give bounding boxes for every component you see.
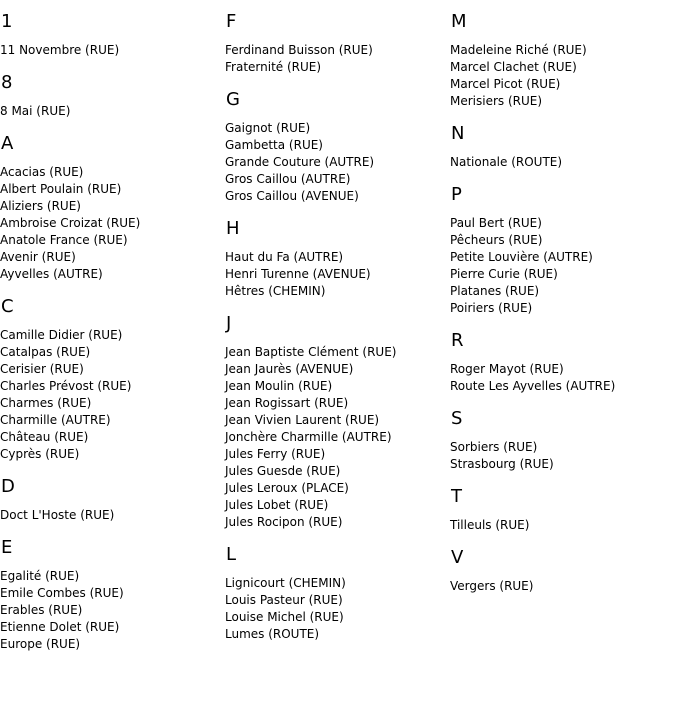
street-link[interactable]: Poiriers (RUE) <box>450 301 533 315</box>
section-letter-heading: 1 <box>1 11 13 32</box>
section-letter-heading: A <box>1 133 14 154</box>
section-letter-heading: R <box>451 330 464 351</box>
letter-section <box>0 297 225 463</box>
street-link[interactable]: Ayvelles (AUTRE) <box>0 267 103 281</box>
street-link[interactable]: Jonchère Charmille (AUTRE) <box>225 430 392 444</box>
street-link[interactable]: Camille Didier (RUE) <box>0 328 123 342</box>
street-link[interactable]: Jules Guesde (RUE) <box>225 464 341 478</box>
street-link[interactable]: Marcel Clachet (RUE) <box>450 60 577 74</box>
street-link[interactable]: Strasbourg (RUE) <box>450 457 554 471</box>
street-link[interactable]: 8 Mai (RUE) <box>0 104 71 118</box>
street-link[interactable]: Hêtres (CHEMIN) <box>225 284 326 298</box>
street-list <box>450 578 675 595</box>
street-link[interactable]: Paul Bert (RUE) <box>450 216 542 230</box>
street-list <box>0 507 225 524</box>
street-link[interactable]: Jules Ferry (RUE) <box>225 447 326 461</box>
street-list <box>0 103 225 120</box>
street-link[interactable]: Henri Turenne (AVENUE) <box>225 267 371 281</box>
street-link[interactable]: Charmille (AUTRE) <box>0 413 111 427</box>
section-letter-heading: D <box>1 476 15 497</box>
street-link[interactable]: Jean Vivien Laurent (RUE) <box>225 413 380 427</box>
street-link[interactable]: Anatole France (RUE) <box>0 233 128 247</box>
street-link[interactable]: Cerisier (RUE) <box>0 362 84 376</box>
street-link[interactable]: Cyprès (RUE) <box>0 447 80 461</box>
letter-section <box>450 12 675 110</box>
letter-section <box>450 331 675 395</box>
street-link[interactable]: Marcel Picot (RUE) <box>450 77 561 91</box>
street-link[interactable]: Grande Couture (AUTRE) <box>225 155 375 169</box>
section-letter-heading: T <box>451 486 462 507</box>
street-link[interactable]: Platanes (RUE) <box>450 284 540 298</box>
letter-section <box>225 314 450 531</box>
street-index-column-2 <box>225 0 450 657</box>
street-link[interactable]: Château (RUE) <box>0 430 89 444</box>
section-letter-heading: N <box>451 123 465 144</box>
letter-section <box>450 185 675 317</box>
section-letter-heading: H <box>226 218 240 239</box>
street-link[interactable]: Albert Poulain (RUE) <box>0 182 122 196</box>
street-link[interactable]: Catalpas (RUE) <box>0 345 91 359</box>
letter-section <box>0 538 225 653</box>
section-letter-heading: J <box>226 313 232 334</box>
letter-section <box>225 90 450 205</box>
street-link[interactable]: Lumes (ROUTE) <box>225 627 320 641</box>
letter-section <box>0 12 225 59</box>
section-letter-heading: G <box>226 89 240 110</box>
street-link[interactable]: Acacias (RUE) <box>0 165 84 179</box>
street-link[interactable]: Jules Lobet (RUE) <box>225 498 329 512</box>
section-letter-heading: M <box>451 11 467 32</box>
letter-section <box>450 548 675 595</box>
letter-section <box>225 545 450 643</box>
letter-section <box>0 73 225 120</box>
section-letter-heading: 8 <box>1 72 13 93</box>
street-link[interactable]: Louis Pasteur (RUE) <box>225 593 343 607</box>
letter-section <box>450 409 675 473</box>
street-link[interactable]: Tilleuls (RUE) <box>450 518 530 532</box>
letter-section <box>0 477 225 524</box>
street-link[interactable]: Pierre Curie (RUE) <box>450 267 558 281</box>
section-letter-heading: P <box>451 184 462 205</box>
street-link[interactable]: Etienne Dolet (RUE) <box>0 620 120 634</box>
street-list <box>225 42 450 76</box>
street-list <box>0 42 225 59</box>
street-link[interactable]: Jean Rogissart (RUE) <box>225 396 349 410</box>
street-link[interactable]: Erables (RUE) <box>0 603 83 617</box>
street-link[interactable]: Jean Moulin (RUE) <box>225 379 333 393</box>
street-link[interactable]: Ambroise Croizat (RUE) <box>0 216 141 230</box>
street-link[interactable]: Petite Louvière (AUTRE) <box>450 250 593 264</box>
section-letter-heading: C <box>1 296 14 317</box>
street-list <box>450 42 675 110</box>
street-list <box>225 120 450 205</box>
street-list <box>225 249 450 300</box>
street-list <box>450 517 675 534</box>
section-letter-heading: V <box>451 547 464 568</box>
street-list <box>0 568 225 653</box>
street-link[interactable]: Jean Baptiste Clément (RUE) <box>225 345 397 359</box>
street-list <box>0 327 225 463</box>
street-link[interactable]: Merisiers (RUE) <box>450 94 543 108</box>
street-list <box>0 164 225 283</box>
street-link[interactable]: 11 Novembre (RUE) <box>0 43 120 57</box>
street-list <box>225 575 450 643</box>
street-link[interactable]: Ferdinand Buisson (RUE) <box>225 43 373 57</box>
street-link[interactable]: Aliziers (RUE) <box>0 199 81 213</box>
street-link[interactable]: Fraternité (RUE) <box>225 60 322 74</box>
street-link[interactable]: Jules Leroux (PLACE) <box>225 481 349 495</box>
section-letter-heading: F <box>226 11 237 32</box>
street-link[interactable]: Pêcheurs (RUE) <box>450 233 543 247</box>
street-link[interactable]: Nationale (ROUTE) <box>450 155 563 169</box>
letter-section <box>225 219 450 300</box>
street-list <box>450 361 675 395</box>
letter-section <box>0 134 225 283</box>
street-link[interactable]: Route Les Ayvelles (AUTRE) <box>450 379 616 393</box>
street-list <box>450 215 675 317</box>
street-list <box>450 439 675 473</box>
street-link[interactable]: Gros Caillou (AUTRE) <box>225 172 351 186</box>
street-link[interactable]: Doct L'Hoste (RUE) <box>0 508 115 522</box>
street-list <box>450 154 675 171</box>
street-index-column-1 <box>0 0 225 667</box>
letter-section <box>450 487 675 534</box>
letter-section <box>450 124 675 171</box>
street-link[interactable]: Avenir (RUE) <box>0 250 76 264</box>
street-link[interactable]: Vergers (RUE) <box>450 579 534 593</box>
street-link[interactable]: Madeleine Riché (RUE) <box>450 43 587 57</box>
section-letter-heading: E <box>1 537 13 558</box>
street-link[interactable]: Egalité (RUE) <box>0 569 80 583</box>
street-link[interactable]: Charles Prévost (RUE) <box>0 379 132 393</box>
street-link[interactable]: Louise Michel (RUE) <box>225 610 344 624</box>
section-letter-heading: L <box>226 544 237 565</box>
street-index-column-3 <box>450 0 675 609</box>
street-link[interactable]: Gambetta (RUE) <box>225 138 323 152</box>
letter-section <box>225 12 450 76</box>
section-letter-heading: S <box>451 408 463 429</box>
street-link[interactable]: Emile Combes (RUE) <box>0 586 124 600</box>
street-link[interactable]: Gros Caillou (AVENUE) <box>225 189 359 203</box>
street-link[interactable]: Europe (RUE) <box>0 637 81 651</box>
street-link[interactable]: Charmes (RUE) <box>0 396 92 410</box>
street-link[interactable]: Sorbiers (RUE) <box>450 440 538 454</box>
street-list <box>225 344 450 531</box>
street-link[interactable]: Roger Mayot (RUE) <box>450 362 564 376</box>
street-link[interactable]: Lignicourt (CHEMIN) <box>225 576 346 590</box>
street-link[interactable]: Haut du Fa (AUTRE) <box>225 250 344 264</box>
street-link[interactable]: Gaignot (RUE) <box>225 121 311 135</box>
street-link[interactable]: Jules Rocipon (RUE) <box>225 515 343 529</box>
street-link[interactable]: Jean Jaurès (AVENUE) <box>225 362 354 376</box>
